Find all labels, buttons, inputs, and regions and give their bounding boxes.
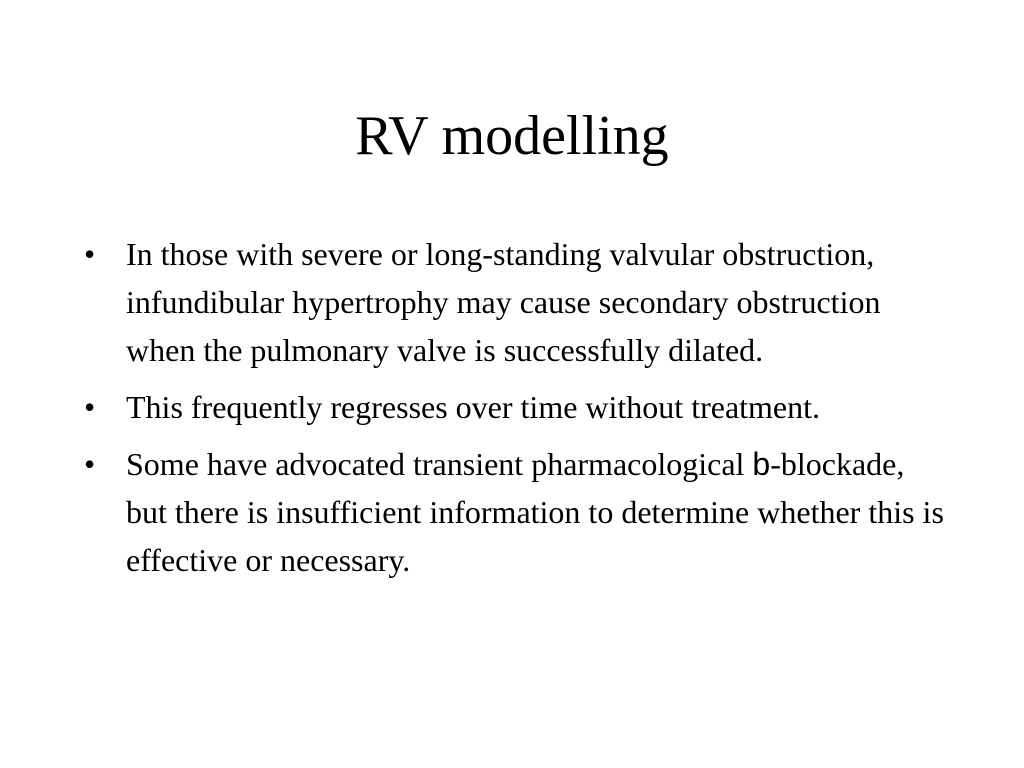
bullet-icon: • (84, 236, 96, 272)
bullet-item (84, 230, 944, 374)
bullet-text-suffix: -blockade, but there is insufficient information to determine whether this is effective or necessary. (126, 446, 944, 578)
bullet-text (126, 446, 944, 578)
bullet-text: This frequently regresses over time without treatment. (126, 389, 821, 425)
bullet-item (84, 383, 944, 431)
bullet-list (84, 230, 944, 593)
slide-title: RV modelling (355, 105, 669, 167)
bullet-icon: • (84, 389, 96, 425)
bullet-icon: • (84, 446, 96, 482)
bullet-text-prefix: Some have advocated transient pharmacological (126, 446, 753, 482)
bullet-item (84, 440, 944, 584)
beta-symbol: b (752, 446, 771, 482)
bullet-text: In those with severe or long-standing valvular obstruction, infundibular hypertrophy may cause secondary obstruction when the pulmonary valve is successfully dilated. (126, 236, 881, 368)
